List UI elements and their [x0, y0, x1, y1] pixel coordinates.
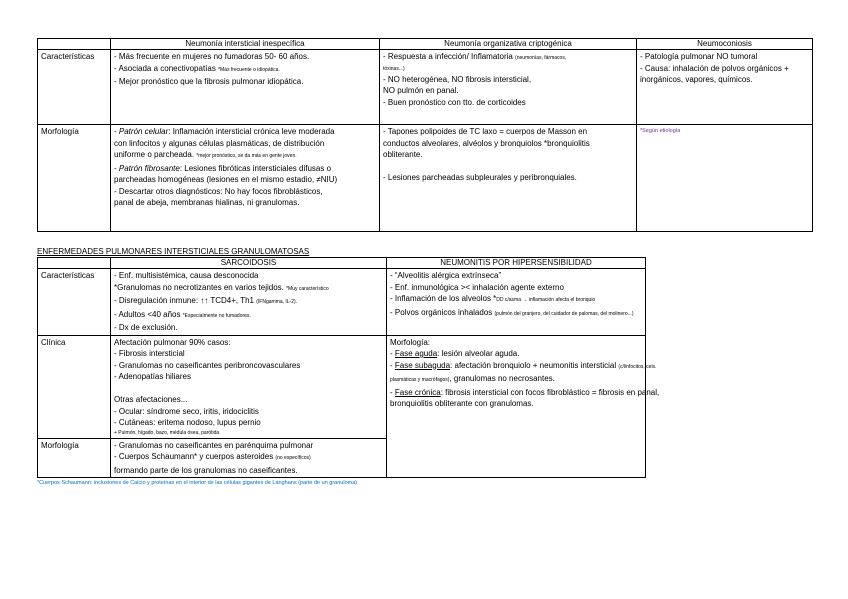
table-neumonias	[37, 38, 813, 232]
cell-noc-caracteristicas	[380, 50, 637, 125]
text-line: - Adenopatías hiliares	[114, 372, 191, 381]
header-neumoconiosis: Neumoconiosis	[637, 39, 813, 50]
text-line: - “Alveolitis alérgica extrínseca”	[390, 271, 502, 280]
text-line: - Granulomas no caseificantes en parénquima pulmonar	[114, 440, 314, 450]
cell-sarcoidosis-morfologia	[111, 438, 387, 478]
text-line: - Buen pronóstico con tto. de corticoides	[383, 97, 526, 107]
row-label-caracteristicas: Características	[38, 50, 111, 125]
text-line: Afectación pulmonar 90% casos:	[114, 337, 231, 347]
table-row	[38, 50, 813, 125]
text-line: - Granulomas no caseificantes peribroncovasculares	[114, 360, 301, 370]
header-empty	[38, 258, 111, 269]
text-line	[114, 383, 383, 395]
footnote: *Cuerpos Schaumann: inclusiones de Calcio y proteínas en el interior de las células gigantes de Langhans (parte de un granuloma)	[37, 480, 358, 486]
header-noc: Neumonía organizativa criptogénica	[380, 39, 637, 50]
text-line: - Adultos <40 años *Especialmente no fumadores.	[114, 309, 251, 319]
text-line: - Tapones polipoides de TC laxo = cuerpos de Masson en	[383, 127, 588, 136]
text-line: + Pulmón, hígado, bazo, médula ósea, parótida	[114, 429, 220, 436]
text-line: - Fase aguda: lesión alveolar aguda.	[390, 349, 520, 358]
text-line: plasmáticas y macrófagos), granulomas no necrosantes.	[390, 374, 555, 383]
header-empty	[38, 39, 111, 50]
text-line: formando parte de los granulomas no caseificantes.	[114, 465, 298, 475]
text-line: - Causa: inhalación de polvos orgánicos +	[640, 63, 789, 73]
text-line: - Inflamación de los alveolos *DD c/asma → inflamación afecta el bronquio	[390, 294, 596, 303]
text-line: - Disregulación inmune: ↑↑ TCD4+, Th1 (IFNgamma, IL-2).	[114, 296, 298, 305]
text-line: - Polvos orgánicos inhalados (pulmón del granjero, del cuidador de palomas, del molinero...)	[390, 307, 634, 317]
cell-sarcoidosis-caracteristicas	[111, 269, 387, 336]
text-line: Otras afectaciones...	[114, 395, 188, 404]
text-line: - Fibrosis intersticial	[114, 349, 185, 358]
row-label-morfologia: Morfología	[38, 125, 111, 232]
text-line: - Más frecuente en mujeres no fumadoras 50- 60 años.	[114, 52, 310, 61]
text-line: - Dx de exclusión.	[114, 323, 178, 332]
text-line: obliterante.	[383, 150, 423, 159]
text-line: - Enf. inmunológica >< inhalación agente externo	[390, 282, 564, 292]
text-line: *Granulomas no necrotizantes en varios tejidos. *Muy característico	[114, 282, 329, 292]
text-line: - Mejor pronóstico que la fibrosis pulmonar idiopática.	[114, 77, 304, 86]
text-line: - Patrón fibrosante: Lesiones fibróticas intersticiales difusas o	[114, 163, 332, 173]
cell-nii-morfologia	[111, 125, 380, 232]
text-line: - Enf. multisistémica, causa desconocida	[114, 271, 259, 280]
table-granulomatosas	[37, 257, 660, 478]
cell-neumonitis-caracteristicas	[387, 269, 646, 336]
cell-nii-caracteristicas	[111, 50, 380, 125]
header-sarcoidosis: SARCOIDOSIS	[111, 258, 387, 269]
text-line: bronquiolitis obliterante con granulomas.	[390, 399, 534, 408]
text-line: con linfocitos y algunas células plasmáticas, de distribución	[114, 138, 325, 148]
table-row	[38, 125, 813, 232]
text-line: - Patología pulmonar NO tumoral	[640, 52, 758, 61]
table-row	[38, 335, 646, 438]
text-line: - Lesiones parcheadas subpleurales y peribronquiales.	[383, 173, 577, 182]
text-line: *Según etiología	[640, 128, 681, 134]
text-line: - Descartar otros diagnósticos: No hay focos fibroblásticos,	[114, 186, 323, 196]
text-line: - Cutáneas: eritema nodoso, lupus pernio	[114, 418, 261, 427]
text-line: parcheadas homogéneas (lesiones en el mismo estadio, ≠NIU)	[114, 175, 338, 184]
text-line: - Cuerpos Schaumann* y cuerpos asteroides (no específicos)	[114, 452, 311, 461]
cell-neumonitis-morfologia	[387, 335, 660, 478]
row-label-clinica: Clínica	[38, 335, 111, 438]
text-line: - Asociada a conectivopatías *Más frecuente o idiopática.	[114, 63, 280, 73]
table-row	[38, 269, 646, 336]
text-line: tóxinas...)	[383, 65, 405, 72]
text-line: uniforme o parcheada. *mejor pronóstico, se da más en gente joven.	[114, 150, 297, 159]
text-line: - NO heterogénea, NO fibrosis intersticial,	[383, 74, 532, 84]
text-line: - Patrón celular: Inflamación intersticial crónica leve moderada	[114, 127, 335, 136]
cell-neumoconiosis-caracteristicas	[637, 50, 813, 125]
text-line: inorgánicos, vapores, químicos.	[640, 75, 753, 84]
text-line: - Fase crónica: fibrosis intersticial con focos fibroblástico = fibrosis en panal,	[390, 387, 660, 397]
text-line	[383, 161, 633, 173]
cell-noc-morfologia	[380, 125, 637, 232]
row-label-morfologia: Morfología	[38, 438, 111, 478]
text-line: Morfología:	[390, 337, 431, 347]
row-label-caracteristicas: Características	[38, 269, 111, 336]
text-line: panal de abeja, membranas hialinas, ni granulomas.	[114, 198, 300, 207]
text-line: conductos alveolares, alvéolos y bronquiolos *bronquiolitis	[383, 138, 590, 148]
text-line: - Respuesta a infección/ Inflamatoria (neumonías, fármacos,	[383, 52, 567, 61]
header-nii: Neumonía intersticial inespecífica	[111, 39, 380, 50]
cell-neumoconiosis-morfologia	[637, 125, 813, 232]
table-header-row	[38, 39, 813, 50]
text-line: - Fase subaguda: afectación bronquiolo + neumonitis intersticial (c/linfocitos, cels.	[390, 360, 657, 370]
text-line: - Ocular: síndrome seco, iritis, iridociclitis	[114, 406, 259, 416]
text-line: NO pulmón en panal.	[383, 86, 459, 95]
table-header-row	[38, 258, 646, 269]
cell-sarcoidosis-clinica	[111, 335, 387, 438]
section-title: ENFERMEDADES PULMONARES INTERSTICIALES GRANULOMATOSAS	[37, 247, 310, 256]
header-neumonitis: NEUMONITIS POR HIPERSENSIBILIDAD	[387, 258, 646, 269]
